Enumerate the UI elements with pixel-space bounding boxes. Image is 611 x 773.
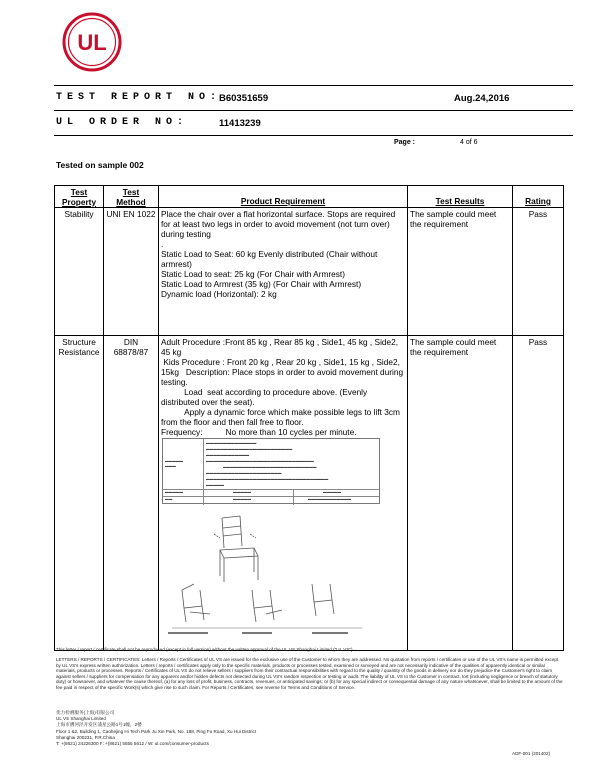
page-number: 4 of 6 <box>460 139 478 146</box>
header-rating: Rating <box>513 186 564 208</box>
company-name-en: UL VS Shanghai Limited <box>56 716 106 721</box>
sample-title: Tested on sample 002 <box>56 160 144 170</box>
table-header-row <box>55 186 564 208</box>
requirement-line: Place the chair over a flat horizontal surface. Stops are required for at least two legs in order to avoid movement (not turn over) during testing <box>161 209 398 239</box>
table-row <box>55 336 564 651</box>
address-en-line2: Shanghai 200231, P.R.China <box>56 735 115 740</box>
row-method: DIN 68878/87 <box>104 336 159 651</box>
row-result: The sample could meet the requirement <box>408 336 513 651</box>
header-rule-top <box>54 85 573 86</box>
chair-diagram-graphic <box>162 504 380 641</box>
form-number: ADF-001 (201402) <box>512 751 551 756</box>
requirement-line: Kids Procedure : Front 20 kg , Rear 20 kg , Side1, 15 kg , Side2, 15kg Description: Place stops in order to avoid movement during testing. <box>161 357 406 387</box>
address-cn: 上海市漕河泾开发区浦星公路1号1幢，2楼 <box>56 722 142 727</box>
row-property: Stability <box>55 208 104 336</box>
header-test-method: Test Method <box>104 186 159 208</box>
contact-info: T: +(8621) 24226300 F: +(8621) 5555 5612 / W: ul.com/consumer-products <box>56 741 209 746</box>
row-result: The sample could meet the requirement <box>408 208 513 336</box>
report-no-label: TEST REPORT NO: <box>56 92 222 103</box>
header-test-property: Test Property <box>55 186 104 208</box>
page-label: Page : <box>394 139 416 146</box>
order-no-label: UL ORDER NO: <box>56 117 189 128</box>
report-no: B60351659 <box>219 93 269 104</box>
ul-logo-text: UL <box>77 30 107 55</box>
row-rating: Pass <box>513 208 564 336</box>
order-no: 11413239 <box>219 118 261 129</box>
header-rule-bottom <box>54 135 573 136</box>
table-row <box>55 208 564 336</box>
row-requirement <box>159 336 408 651</box>
address-en-line1: Floor 1 &2, Building 1, Caohejing Hi Tech Park Ju Xin Park, No. 188, Ping Fu Road, Xu Hui District <box>56 729 257 734</box>
footer-legal: LETTERS / REPORTS / CERTIFICATES: Letters / Reports / Certificates of UL VS are issued for the exclusive use of the Customer to whom they are addressed. No quotation from reports / certificates or use of the UL VS's name is permitted except by UL VS's express written authorization. Letters / reports / certificates apply only to the specific materials, products or processes tested, examined or surveyed and are not necessarily indicative of the qualities of apparently identical or similar materials, products or processes. Reports / Certificates of UL VS do not relieve sellers / suppliers from their contractual responsibilities with regard to the quality / quantity of the goods in delivery nor do they prejudice the Customer's right to claim against sellers / suppliers for compensation for any apparent and/or hidden defects not detected during UL VS's random inspection or testing or audit. The liability of UL VS to the Customer in contract, tort (including negligence or breach of statutory duty) or howsoever, and whatever the cause thereof, (a) for any loss of profit, business, contracts, revenues, or anticipated savings; or (b) for any special indirect or consequential damage of any nature whatsoever, shall be limited to the amount of the fee paid in respect of the specific Work(s) which give rise to such claim. For Reports / Certificates, see reverse for Terms and Conditions of Service. <box>56 657 563 690</box>
footer-disclaimer: This letter / report / certificate shall not be reproduced (except in full version) without the written approval of the UL VS Shanghai Limited ("UL VS") <box>56 647 353 652</box>
results-table <box>54 185 564 651</box>
scan-table-graphic: ▬▬▬▬▬ ▬▬▬ ▬▬▬▬▬ ▬▬ ▬▬▬▬▬▬▬▬▬▬▬▬▬▬ ▬▬▬▬▬▬▬▬▬▬▬▬▬▬▬▬▬▬▬▬▬▬▬▬ ▬▬▬▬▬▬▬▬▬▬▬▬ ▬▬▬▬▬▬▬▬▬▬▬▬▬▬▬▬▬▬▬▬▬▬▬▬▬▬▬▬▬▬ ▬▬▬▬▬▬▬▬▬▬▬▬▬▬▬▬▬▬▬▬▬▬▬▬▬▬ ▬▬▬▬▬▬▬▬▬▬▬▬▬▬▬▬▬▬▬▬▬ ▬▬▬▬▬▬▬▬▬▬▬▬▬▬▬▬▬▬▬▬▬▬▬▬▬▬▬▬▬▬▬▬▬▬ ▬▬▬▬▬ ▬▬▬▬▬ ▬▬▬▬▬ ▬▬▬▬▬ ▬▬▬▬▬▬▬▬▬▬▬▬ <box>162 438 380 504</box>
company-name-cn: 优力检测服务(上海)有限公司 <box>56 710 115 715</box>
report-date: Aug.24,2016 <box>454 93 510 104</box>
procedure-scan-figure <box>162 438 380 641</box>
row-property: Structure Resistance <box>55 336 104 651</box>
requirement-line: Static Load to seat: 25 kg (For Chair with Armrest) <box>161 269 345 279</box>
header-test-results: Test Results <box>408 186 513 208</box>
header-rule-middle <box>54 110 573 111</box>
row-requirement <box>159 208 408 336</box>
ul-logo <box>62 12 122 72</box>
requirement-line: . <box>161 239 164 249</box>
requirement-line: Frequency: No more than 10 cycles per minute. <box>161 427 357 437</box>
row-rating: Pass <box>513 336 564 651</box>
requirement-line: Static Load to Seat: 60 kg Evenly distributed (Chair without armrest) <box>161 249 380 269</box>
requirement-line: Dynamic load (Horizontal): 2 kg <box>161 289 277 299</box>
row-method: UNI EN 1022 <box>104 208 159 336</box>
header-product-requirement: Product Requirement <box>159 186 408 208</box>
requirement-line: Load seat according to procedure above. (Evenly distributed over the seat). <box>161 387 370 407</box>
requirement-line: Apply a dynamic force which make possible legs to lift 3cm from the floor and then fall free to floor. <box>161 407 403 427</box>
requirement-line: Static Load to Armrest (35 kg) (For Chair with Armrest) <box>161 279 362 289</box>
requirement-line: Adult Procedure :Front 85 kg , Rear 85 kg , Side1, 45 kg , Side2, 45 kg <box>161 337 401 357</box>
